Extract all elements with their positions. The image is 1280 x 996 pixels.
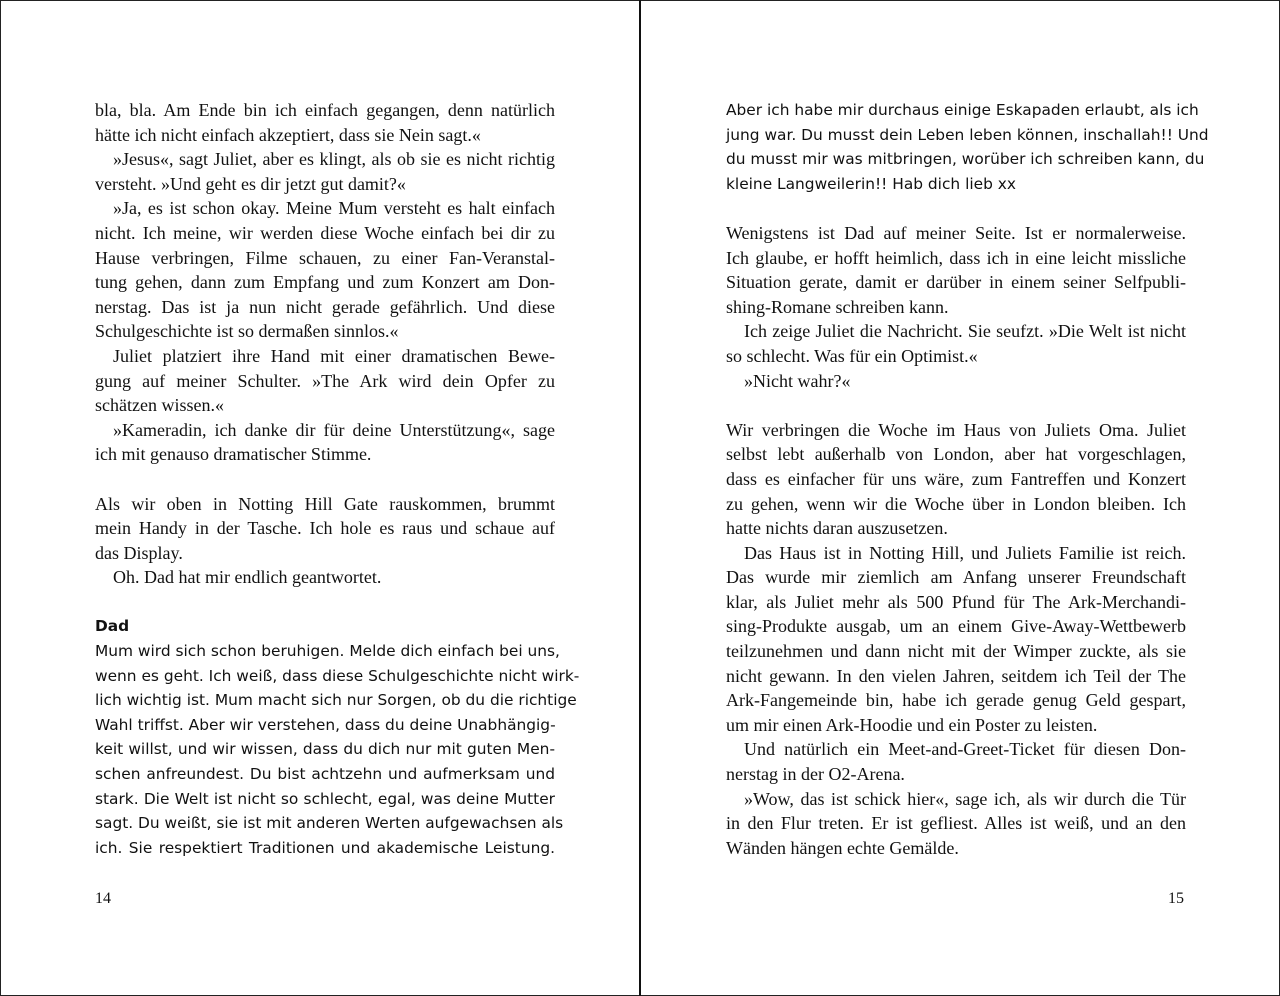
message-text-line: kleine Langweilerin!! Hab dich lieb xx (726, 174, 1016, 193)
body-text-line: Wänden hängen echte Gemälde. (726, 837, 959, 858)
body-text-line: schätzen wissen.« (95, 395, 224, 416)
body-text-line: das Display. (95, 542, 183, 563)
body-text-line: nicht gewann. In den vielen Jahren, seitdem ich Teil der The (726, 665, 1186, 686)
body-text-line: Ich zeige Juliet die Nachricht. Sie seufzt. »Die Welt ist nicht (744, 321, 1186, 342)
body-text-line: Ark-Fangemeinde bin, habe ich gerade genug Geld gespart, (726, 690, 1186, 711)
body-text-line: »Wow, das ist schick hier«, sage ich, als wir durch die Tür (744, 788, 1186, 809)
body-text-line: nerstag in der O2-Arena. (726, 764, 905, 785)
body-text-line: Wir verbringen die Woche im Haus von Juliets Oma. Juliet (726, 419, 1186, 440)
message-sender-label: Dad (95, 617, 130, 636)
body-text-line: Oh. Dad hat mir endlich geantwortet. (113, 567, 382, 588)
body-text-line: »Jesus«, sagt Juliet, aber es klingt, als ob sie es nicht richtig (113, 149, 555, 170)
body-text-line: Das Haus ist in Notting Hill, und Juliets Familie ist reich. (744, 542, 1186, 563)
body-text-line: Ich glaube, er hofft heimlich, dass ich in eine leicht missliche (726, 247, 1186, 268)
body-text-line: bla, bla. Am Ende bin ich einfach gegangen, denn natürlich (95, 100, 555, 120)
message-text-line: du musst mir was mitbringen, worüber ich schreiben kann, du (726, 150, 1205, 169)
right-page-text (726, 98, 1209, 860)
body-text-line: »Kameradin, ich danke dir für deine Unterstützung«, sage (113, 419, 555, 440)
body-text-line: »Ja, es ist schon okay. Meine Mum versteht es halt einfach (113, 198, 555, 219)
message-text-line: jung war. Du musst dein Leben leben können, inschallah!! Und (726, 125, 1209, 144)
message-text-line: Wahl triffst. Aber wir verstehen, dass du deine Unabhängig- (95, 715, 556, 734)
message-text-line: stark. Die Welt ist nicht so schlecht, egal, was deine Mutter (95, 789, 555, 808)
message-text-line: keit willst, und wir wissen, dass du dich nur mit guten Men- (95, 740, 555, 759)
body-text-line: tung gehen, dann zum Empfang und zum Konzert am Don- (95, 272, 555, 293)
body-text-line: Wenigstens ist Dad auf meiner Seite. Ist er normalerweise. (726, 222, 1186, 243)
message-text-line: lich wichtig ist. Mum macht sich nur Sorgen, ob du die richtige (95, 691, 577, 710)
body-text-line: Situation gerate, damit er darüber in einem seiner Selfpubli- (726, 272, 1186, 293)
body-text-line: Hause verbringen, Filme schauen, zu einer Fan-Veranstal- (95, 247, 555, 268)
body-text-line: versteht. »Und geht es dir jetzt gut damit?« (95, 173, 406, 194)
left-page-text (95, 98, 580, 860)
body-text-line: nicht. Ich meine, wir werden diese Woche einfach bei dir zu (95, 222, 555, 243)
body-text-line: um mir einen Ark-Hoodie und ein Poster zu leisten. (726, 714, 1098, 735)
body-text-line: sing-Produkte ausgab, um an einem Give-Away-Wettbewerb (726, 616, 1186, 637)
body-text-line: in den Flur treten. Er ist gefliest. Alles ist weiß, und an den (726, 813, 1186, 834)
paragraph-spacer (726, 393, 1186, 418)
paragraph-spacer (95, 467, 555, 492)
body-text-line: klar, als Juliet mehr als 500 Pfund für The Ark-Merchandi- (726, 591, 1186, 612)
right-page-number: 15 (1168, 890, 1184, 907)
body-text-line: »Nicht wahr?« (744, 370, 851, 391)
body-text-line: mein Handy in der Tasche. Ich hole es raus und schaue auf (95, 518, 555, 539)
body-text-line: Als wir oben in Notting Hill Gate rauskommen, brummt (95, 493, 555, 514)
page-gutter-divider (639, 0, 641, 996)
body-text-line: Juliet platziert ihre Hand mit einer dramatischen Bewe- (113, 345, 555, 366)
body-text-line: ich mit genauso dramatischer Stimme. (95, 444, 372, 465)
message-text-line: Mum wird sich schon beruhigen. Melde dich einfach bei uns, (95, 642, 560, 661)
message-text-line: Aber ich habe mir durchaus einige Eskapaden erlaubt, als ich (726, 101, 1199, 119)
body-text-line: hatte nichts daran auszusetzen. (726, 518, 948, 539)
body-text-line: dass es einfacher für uns wäre, zum Fantreffen und Konzert (726, 468, 1186, 489)
body-text-line: gung auf meiner Schulter. »The Ark wird dein Opfer zu (95, 370, 555, 391)
message-text-line: schen anfreundest. Du bist achtzehn und aufmerksam und (95, 765, 555, 784)
body-text-line: teilzunehmen und dann nicht mit der Wimper zuckte, als sie (726, 641, 1186, 662)
message-text-line: ich. Sie respektiert Traditionen und akademische Leistung. (95, 838, 555, 857)
body-text-line: shing-Romane schreiben kann. (726, 296, 949, 317)
body-text-line: selbst lebt außerhalb von London, aber hat vorgeschlagen, (726, 444, 1186, 465)
paragraph-spacer (95, 590, 555, 615)
body-text-line: Schulgeschichte ist so dermaßen sinnlos.« (95, 321, 399, 342)
body-text-line: so schlecht. Was für ein Optimist.« (726, 345, 978, 366)
paragraph-spacer (726, 196, 1186, 221)
body-text-line: Und natürlich ein Meet-and-Greet-Ticket für diesen Don- (744, 739, 1186, 760)
body-text-line: nerstag. Das ist ja nun nicht gerade gefährlich. Und diese (95, 296, 555, 317)
left-page-number: 14 (95, 890, 111, 907)
message-text-line: wenn es geht. Ich weiß, dass diese Schulgeschichte nicht wirk- (95, 666, 580, 685)
body-text-line: hätte ich nicht einfach akzeptiert, dass sie Nein sagt.« (95, 124, 481, 145)
body-text-line: zu gehen, wenn wir die Woche über in London bleiben. Ich (726, 493, 1186, 514)
message-text-line: sagt. Du weißt, sie ist mit anderen Werten aufgewachsen als (95, 814, 564, 833)
body-text-line: Das wurde mir ziemlich am Anfang unserer Freundschaft (726, 567, 1186, 588)
